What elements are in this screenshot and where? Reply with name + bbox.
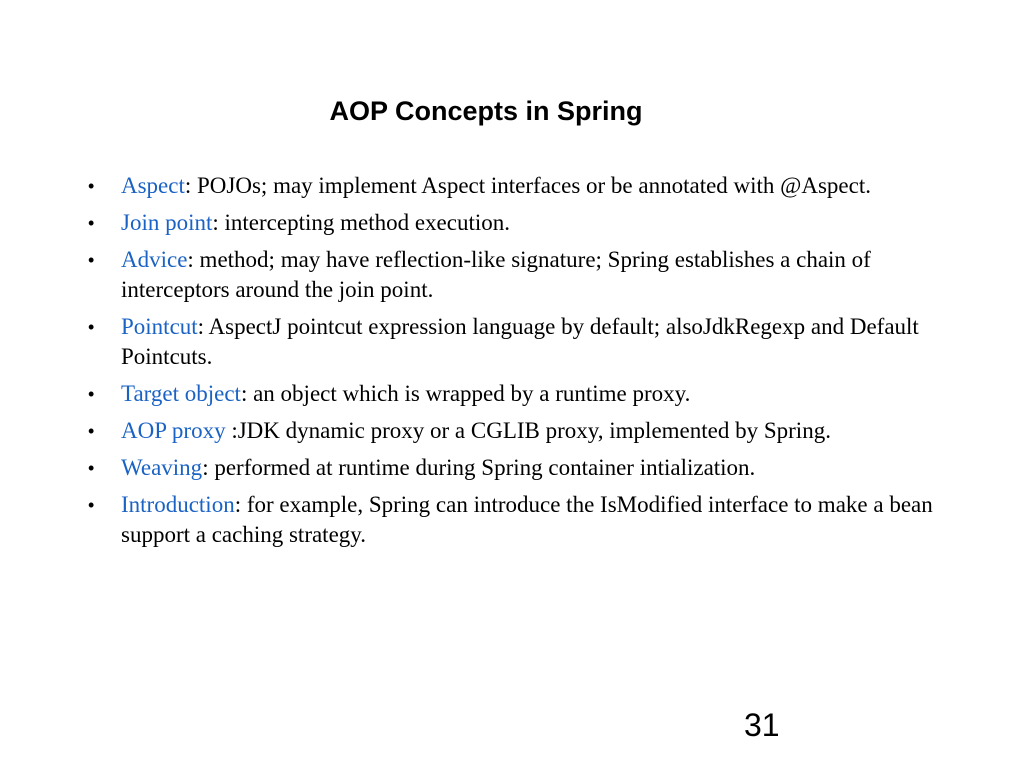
bullet-icon: • [88,250,95,270]
bullet-item-join-point [88,208,966,238]
bullet-list [88,171,966,557]
description-advice: : method; may have reflection-like signature; Spring establishes a chain of interceptors around the join point. [121,247,871,302]
term-join-point: Join point [121,210,213,235]
bullet-item-target-object [88,379,966,409]
description-target-object: : an object which is wrapped by a runtime proxy. [240,381,691,406]
term-introduction: Introduction [121,492,235,517]
term-weaving: Weaving [121,455,203,480]
term-aspect: Aspect [121,173,185,198]
description-aop-proxy: :JDK dynamic proxy or a CGLIB proxy, implemented by Spring. [225,418,831,443]
bullet-item-advice [88,245,966,305]
bullet-item-weaving [88,453,966,483]
bullet-icon: • [88,384,95,404]
bullet-item-aspect [88,171,966,201]
bullet-icon: • [88,213,95,233]
bullet-icon: • [88,495,95,515]
description-join-point: : intercepting method execution. [212,210,511,235]
description-pointcut: : AspectJ pointcut expression language by default; alsoJdkRegexp and Default Pointcuts. [121,314,919,369]
description-weaving: : performed at runtime during Spring container intialization. [202,455,756,480]
bullet-icon: • [88,317,95,337]
bullet-icon: • [88,176,95,196]
bullet-icon: • [88,421,95,441]
slide-title: AOP Concepts in Spring [329,96,643,126]
description-introduction: : for example, Spring can introduce the IsModified interface to make a bean support a caching strategy. [121,492,933,547]
bullet-item-introduction [88,490,966,550]
bullet-icon: • [88,458,95,478]
term-advice: Advice [121,247,188,272]
bullet-item-pointcut [88,312,966,372]
bullet-item-aop-proxy [88,416,966,446]
term-target-object: Target object [121,381,241,406]
page-number: 31 [744,707,780,743]
term-pointcut: Pointcut [121,314,198,339]
description-aspect: : POJOs; may implement Aspect interfaces or be annotated with @Aspect. [184,173,871,198]
term-aop-proxy: AOP proxy [121,418,226,443]
